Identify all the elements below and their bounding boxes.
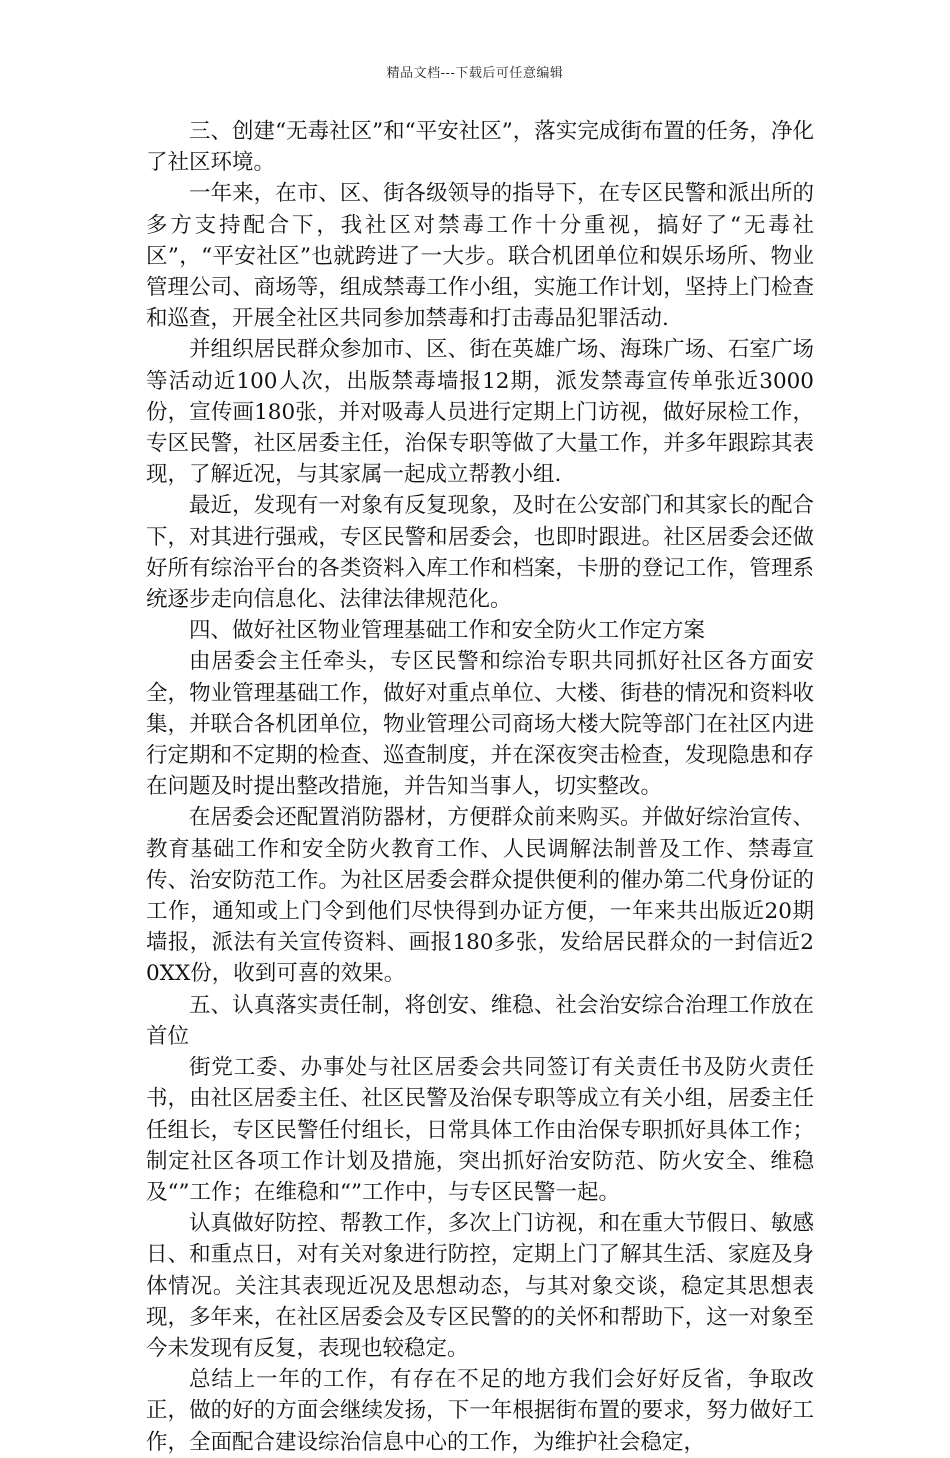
paragraph: 最近，发现有一对象有反复现象，及时在公安部门和其家长的配合下，对其进行强戒，专区民警和居委会，也即时跟进。社区居委会还做好所有综治平台的各类资料入库工作和档案，卡册的登记工作，管理系统逐步走向信息化、法律法律规范化。: [146, 493, 814, 613]
paragraph-section-5-heading: 五、认真落实责任制，将创安、维稳、社会治安综合治理工作放在首位: [146, 992, 814, 1049]
paragraph-section-4-heading: 四、做好社区物业管理基础工作和安全防火工作定方案: [189, 618, 706, 644]
paragraph: 街党工委、办事处与社区居委会共同签订有关责任书及防火责任书，由社区居委主任、社区民警及治保专职等成立有关小组，居委主任任组长，专区民警任付组长，日常具体工作由治保专职抓好具体工作；制定社区各项工作计划及措施，突出抓好治安防范、防火安全、维稳及“”工作；在维稳和“”工作中，与专区民警一起。: [146, 1055, 814, 1205]
paragraph: 总结上一年的工作，有存在不足的地方我们会好好反省，争取改正，做的好的方面会继续发扬，下一年根据街布置的要求，努力做好工作，全面配合建设综治信息中心的工作，为维护社会稳定，: [146, 1367, 814, 1455]
paragraph-section-3-heading: 三、创建“无毒社区”和“平安社区”，落实完成街布置的任务，净化了社区环境。: [146, 119, 814, 176]
paragraph: 在居委会还配置消防器材，方便群众前来购买。并做好综治宣传、教育基础工作和安全防火教育工作、人民调解法制普及工作、禁毒宣传、治安防范工作。为社区居委会群众提供便利的催办第二代身份证的工作，通知或上门令到他们尽快得到办证方便，一年来共出版近20期墙报，派法有关宣传资料、画报180多张，发给居民群众的一封信近20XX份，收到可喜的效果。: [146, 805, 814, 987]
paragraph: 认真做好防控、帮教工作，多次上门访视，和在重大节假日、敏感日、和重点日，对有关对象进行防控，定期上门了解其生活、家庭及身体情况。关注其表现近况及思想动态，与其对象交谈，稳定其思想表现，多年来，在社区居委会及专区民警的的关怀和帮助下，这一对象至今未发现有反复，表现也较稳定。: [146, 1211, 814, 1361]
paragraph: 由居委会主任牵头，专区民警和综治专职共同抓好社区各方面安全，物业管理基础工作，做好对重点单位、大楼、街巷的情况和资料收集，并联合各机团单位，物业管理公司商场大楼大院等部门在社区内进行定期和不定期的检查、巡查制度，并在深夜突击检查，发现隐患和存在问题及时提出整改措施，并告知当事人，切实整改。: [146, 649, 814, 800]
paragraph: 一年来，在市、区、街各级领导的指导下，在专区民警和派出所的多方支持配合下，我社区对禁毒工作十分重视，搞好了“无毒社区”，“平安社区”也就跨进了一大步。联合机团单位和娱乐场所、物业管理公司、商场等，组成禁毒工作小组，实施工作计划，坚持上门检查和巡查，开展全社区共同参加禁毒和打击毒品犯罪活动.: [146, 181, 814, 332]
document-body: [146, 116, 814, 1458]
page-header: 精品文档---下载后可任意编辑: [386, 66, 564, 81]
paragraph: 并组织居民群众参加市、区、街在英雄广场、海珠广场、石室广场等活动近100人次，出版禁毒墙报12期，派发禁毒宣传单张近3000份，宣传画180张，并对吸毒人员进行定期上门访视，做好尿检工作，专区民警，社区居委主任，治保专职等做了大量工作，并多年跟踪其表现，了解近况，与其家属一起成立帮教小组.: [146, 337, 814, 488]
